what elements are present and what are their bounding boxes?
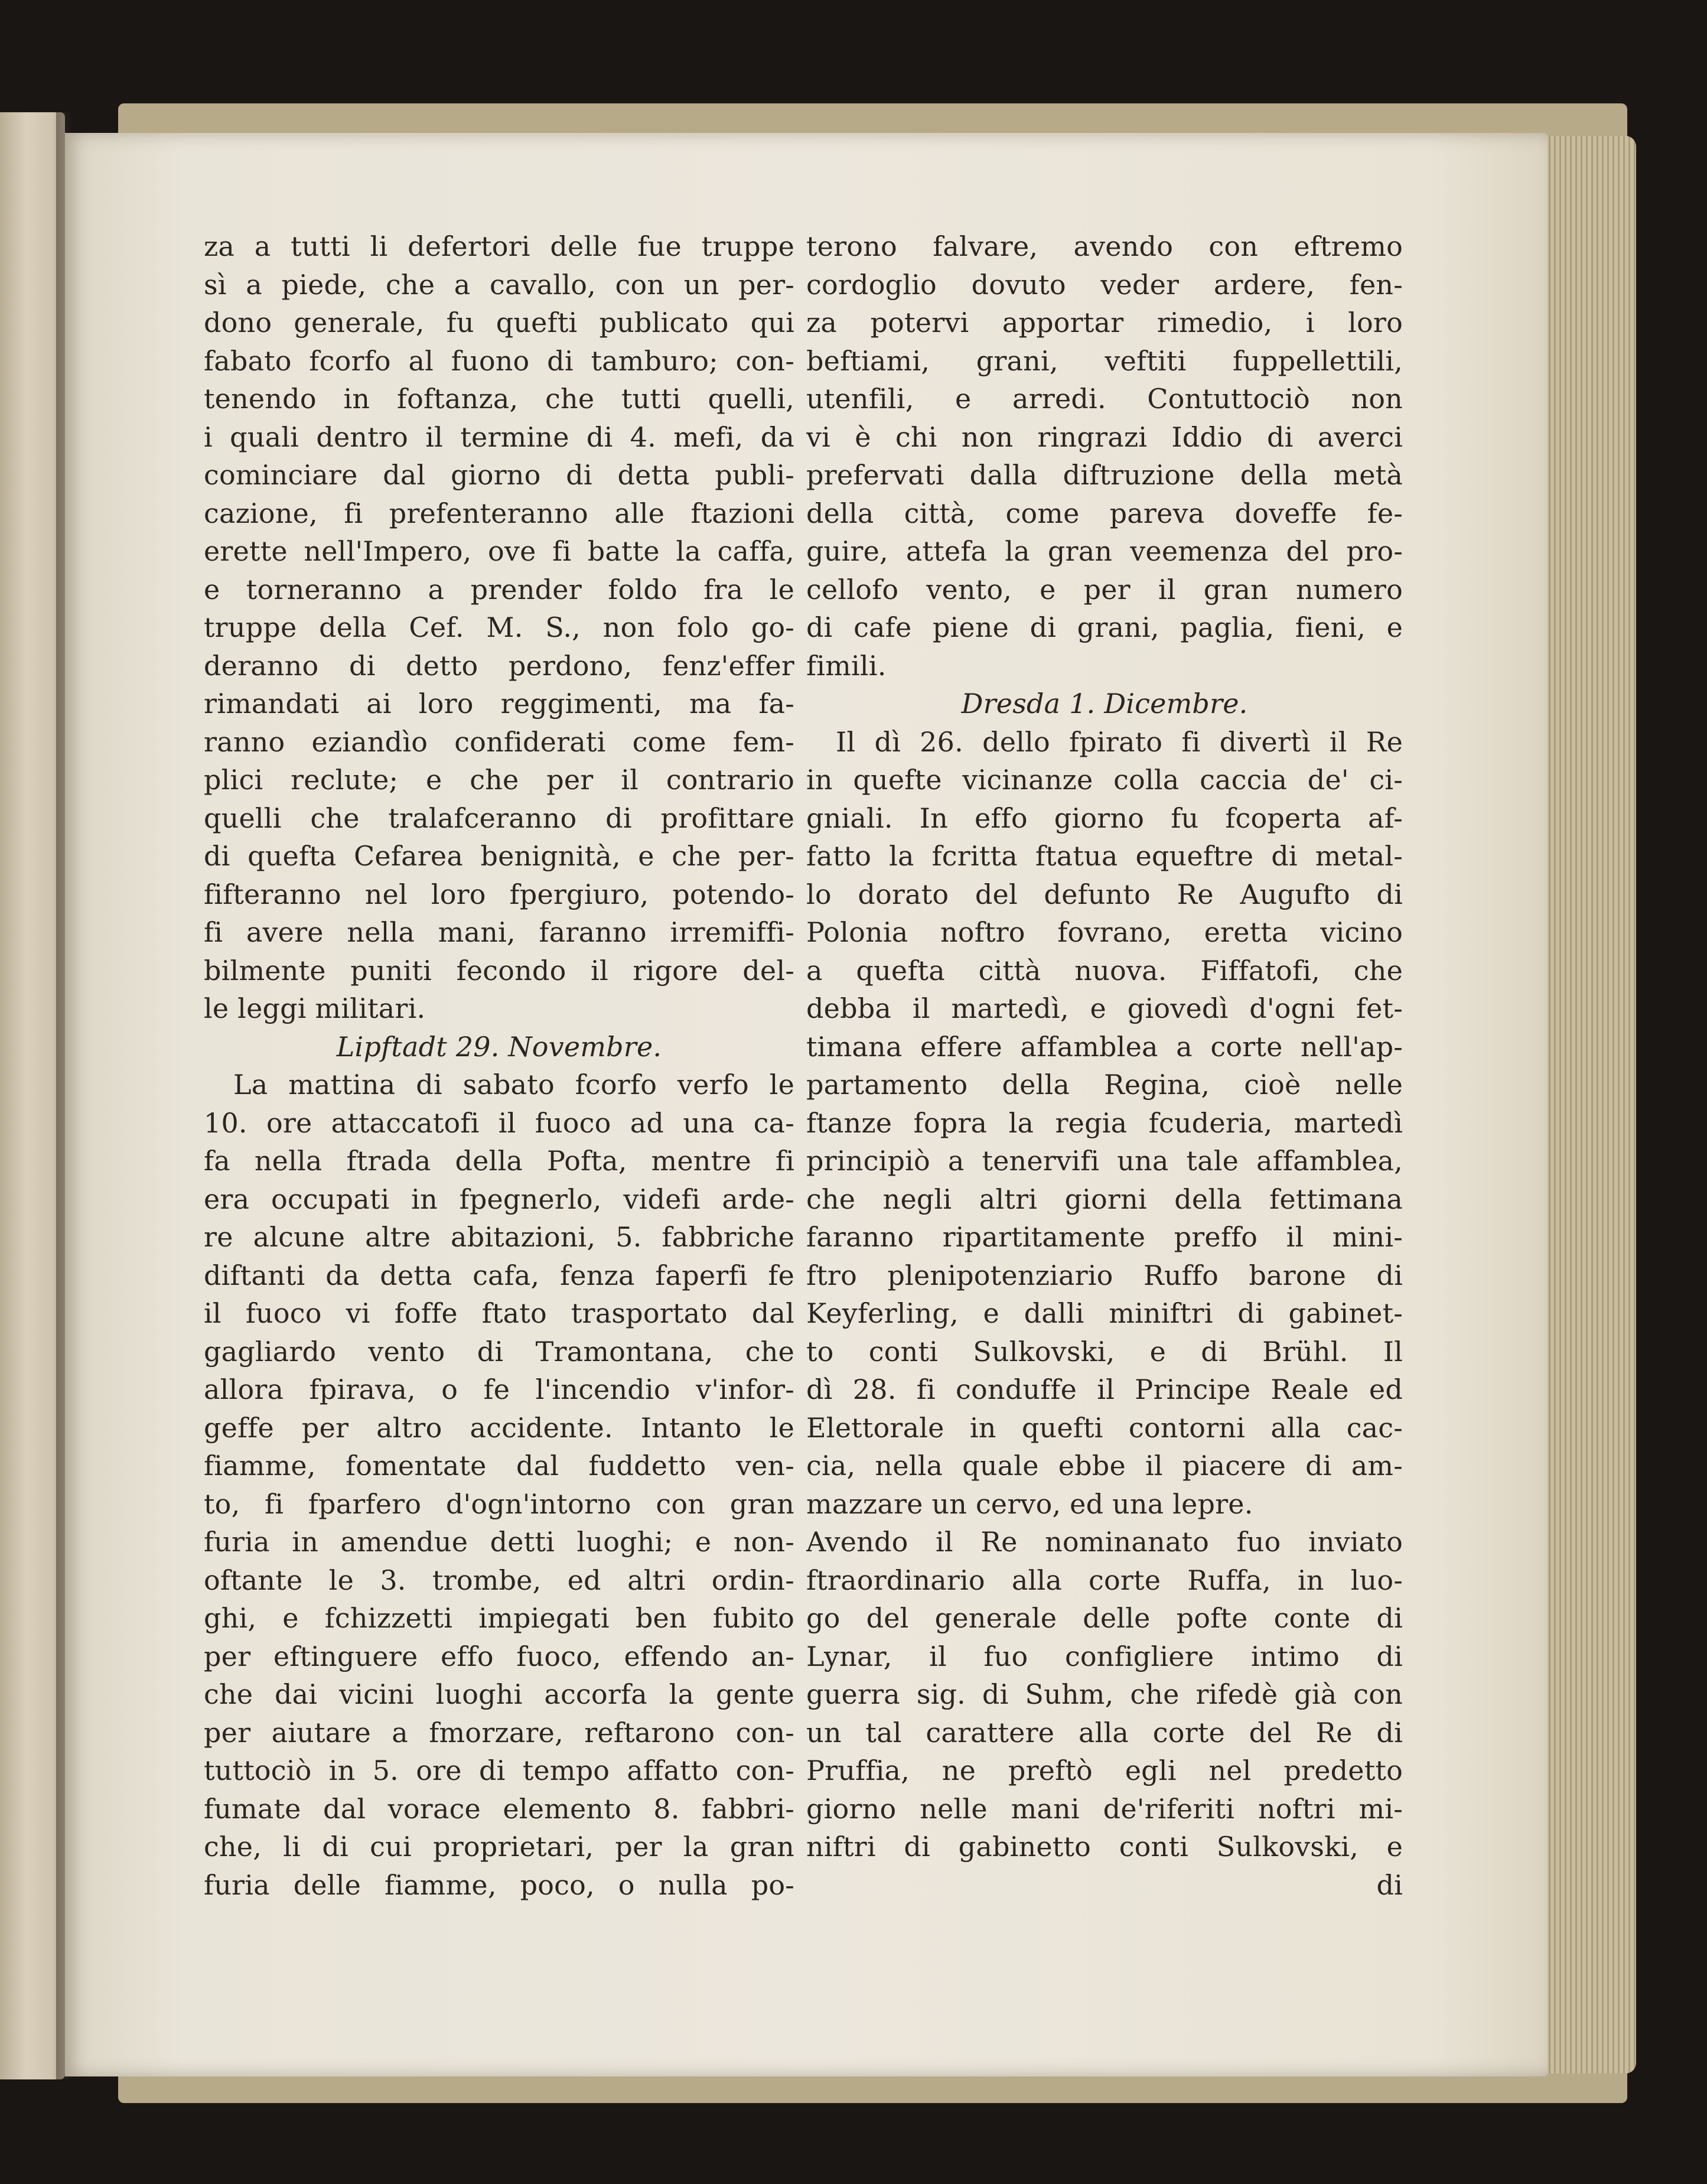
text-line: per aiutare a fmorzare, reftarono con- <box>204 1716 794 1749</box>
text-line: furia in amendue detti luoghi; e non- <box>204 1526 794 1558</box>
text-line: rimandati ai loro reggimenti, ma fa- <box>204 688 794 720</box>
text-line: truppe della Cef. M. S., non folo go- <box>204 611 794 643</box>
text-line: cellofo vento, e per il gran numero <box>806 573 1403 606</box>
text-line: partamento della Regina, cioè nelle <box>806 1069 1403 1101</box>
text-line: vi è chi non ringrazi Iddio di averci <box>806 421 1403 453</box>
text-line: ftro plenipotenziario Ruffo barone di <box>806 1259 1403 1291</box>
text-line: principiò a tenervifi una tale affamblea, <box>806 1145 1403 1177</box>
text-line: tenendo in foftanza, che tutti quelli, <box>204 383 794 415</box>
text-line: za a tutti li defertori delle fue truppe <box>204 230 794 262</box>
text-line: to, fi fparfero d'ogn'intorno con gran <box>204 1488 794 1520</box>
text-line: ftanze fopra la regia fcuderia, martedì <box>806 1106 1403 1139</box>
text-line: fiamme, fomentate dal fuddetto ven- <box>204 1450 794 1482</box>
text-line: prefervati dalla diftruzione della metà <box>806 459 1403 491</box>
text-line: erette nell'Impero, ove fi batte la caffa, <box>204 535 794 567</box>
text-line: e torneranno a prender foldo fra le <box>204 573 794 606</box>
text-line: cordoglio dovuto veder ardere, fen- <box>806 268 1403 301</box>
facing-page-edge <box>0 112 65 2079</box>
text-line: cazione, fi prefenteranno alle ftazioni <box>204 497 794 529</box>
left-column-paragraph-2 <box>204 1066 794 1904</box>
text-line: per eftinguere effo fuoco, effendo an- <box>204 1640 794 1672</box>
text-line: fifteranno nel loro fpergiuro, potendo- <box>204 878 794 910</box>
text-line: giorno nelle mani de'riferiti noftri mi- <box>806 1792 1403 1825</box>
text-line: bilmente puniti fecondo il rigore del- <box>204 954 794 987</box>
text-line: fa nella ftrada della Pofta, mentre fi <box>204 1145 794 1177</box>
text-line: della città, come pareva doveffe fe- <box>806 497 1403 529</box>
text-line: timana effere affamblea a corte nell'ap- <box>806 1030 1403 1063</box>
text-line: to conti Sulkovski, e di Brühl. Il <box>806 1335 1403 1368</box>
text-line: sì a piede, che a cavallo, con un per- <box>204 268 794 301</box>
text-line: fabato fcorfo al fuono di tamburo; con- <box>204 344 794 377</box>
text-line: oftante le 3. trombe, ed altri ordin- <box>204 1564 794 1596</box>
text-line: era occupati in fpegnerlo, videfi arde- <box>204 1183 794 1215</box>
text-line: gagliardo vento di Tramontana, che <box>204 1335 794 1368</box>
text-line: beftiami, grani, veftiti fuppellettili, <box>806 344 1403 377</box>
right-column-paragraph-1 <box>806 227 1403 685</box>
text-line: La mattina di sabato fcorfo verfo le <box>233 1069 794 1101</box>
text-line: in quefte vicinanze colla caccia de' ci- <box>806 764 1403 796</box>
text-line: faranno ripartitamente preffo il mini- <box>806 1221 1403 1253</box>
left-column <box>204 227 794 1904</box>
text-line: quelli che tralafceranno di profittare <box>204 802 794 834</box>
right-column <box>806 227 1403 1904</box>
text-line: debba il martedì, e giovedì d'ogni fet- <box>806 992 1403 1024</box>
text-line: allora fpirava, o fe l'incendio v'infor- <box>204 1373 794 1405</box>
text-line: Elettorale in quefti contorni alla cac- <box>806 1411 1403 1444</box>
text-line: niftri di gabinetto conti Sulkovski, e <box>806 1831 1403 1863</box>
text-line: guerra sig. di Suhm, che rifedè già con <box>806 1678 1403 1710</box>
text-line: che dai vicini luoghi accorfa la gente <box>204 1678 794 1710</box>
dateline-dresda: Dresda 1. Dicembre. <box>961 688 1248 720</box>
text-line: geffe per altro accidente. Intanto le <box>204 1411 794 1444</box>
text-line: terono falvare, avendo con eftremo <box>806 230 1403 262</box>
text-line: di quefta Cefarea benignità, e che per- <box>204 840 794 872</box>
text-line: 10. ore attaccatofi il fuoco ad una ca- <box>204 1106 794 1139</box>
text-line: Lynar, il fuo configliere intimo di <box>806 1640 1403 1672</box>
text-line: lo dorato del defunto Re Augufto di <box>806 878 1403 910</box>
text-line: za potervi apportar rimedio, i loro <box>806 307 1403 338</box>
text-line: Polonia noftro fovrano, eretta vicino <box>806 916 1403 948</box>
text-line: Keyferling, e dalli miniftri di gabinet- <box>806 1297 1403 1329</box>
text-line: re alcune altre abitazioni, 5. fabbriche <box>204 1221 794 1253</box>
text-line: go del generale delle pofte conte di <box>806 1602 1403 1634</box>
text-line: diftanti da detta cafa, fenza faperfi fe <box>204 1259 794 1291</box>
text-line: utenfili, e arredi. Contuttociò non <box>806 383 1403 415</box>
text-line: cominciare dal giorno di detta publi- <box>204 459 794 491</box>
text-line: fumate dal vorace elemento 8. fabbri- <box>204 1792 794 1825</box>
text-line: Pruffia, ne preftò egli nel predetto <box>806 1755 1403 1786</box>
text-line: dì 28. fi conduffe il Principe Reale ed <box>806 1373 1403 1405</box>
dateline-lipstadt: Lipftadt 29. Novembre. <box>336 1030 662 1063</box>
text-line: a quefta città nuova. Fiffatofi, che <box>806 954 1403 987</box>
text-line: furia delle fiamme, poco, o nulla po- <box>204 1869 794 1901</box>
right-column-paragraph-2 <box>806 723 1403 1866</box>
text-line: deranno di detto perdono, fenz'effer <box>204 649 794 682</box>
left-column-paragraph-1 <box>204 227 794 1028</box>
text-line: che negli altri giorni della fettimana <box>806 1183 1403 1215</box>
text-line: gniali. In effo giorno fu fcoperta af- <box>806 802 1403 834</box>
text-line: guire, attefa la gran veemenza del pro- <box>806 535 1403 567</box>
text-line: tuttociò in 5. ore di tempo affatto con- <box>204 1755 794 1786</box>
text-line: il fuoco vi foffe ftato trasportato dal <box>204 1297 794 1329</box>
text-line: dono generale, fu quefti publicato qui <box>204 307 794 338</box>
text-line: Avendo il Re nominanato fuo inviato <box>806 1526 1403 1558</box>
text-line: ghi, e fchizzetti impiegati ben fubito <box>204 1602 794 1634</box>
text-line: le leggi militari. <box>204 992 426 1024</box>
text-line: che, li di cui proprietari, per la gran <box>204 1831 794 1863</box>
text-line: fi avere nella mani, faranno irremiffi- <box>204 916 794 948</box>
text-line: fatto la fcritta ftatua equeftre di metal- <box>806 840 1403 872</box>
text-line: fimili. <box>806 649 887 682</box>
text-line: ranno eziandìo confiderati come fem- <box>204 725 794 758</box>
catchword: di <box>1376 1869 1403 1901</box>
text-line: ftraordinario alla corte Ruffa, in luo- <box>806 1564 1403 1596</box>
text-line: cia, nella quale ebbe il piacere di am- <box>806 1450 1403 1482</box>
text-line: di cafe piene di grani, paglia, fieni, e <box>806 611 1403 643</box>
text-line: i quali dentro il termine di 4. mefi, da <box>204 421 794 453</box>
text-line: un tal carattere alla corte del Re di <box>806 1716 1403 1749</box>
text-line: Il dì 26. dello fpirato fi divertì il Re <box>836 725 1403 758</box>
text-line: plici reclute; e che per il contrario <box>204 764 794 796</box>
text-line: mazzare un cervo, ed una lepre. <box>806 1488 1253 1520</box>
